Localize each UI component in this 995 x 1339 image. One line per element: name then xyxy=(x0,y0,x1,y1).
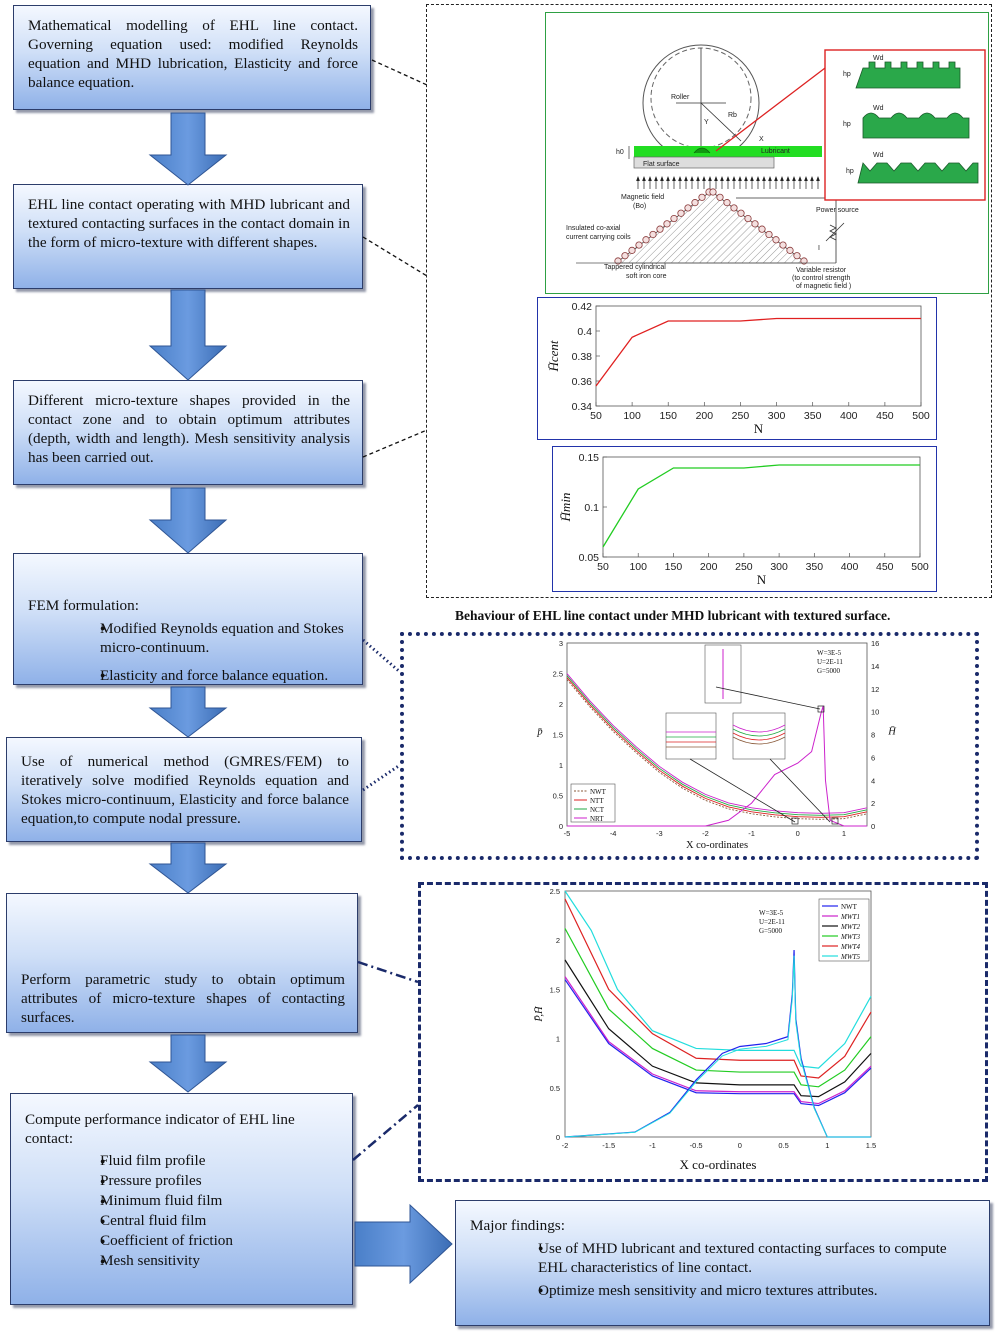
findings-item-1: ● Use of MHD lubricant and textured contacting surfaces to compute EHL characteristics of line contact. xyxy=(508,1239,977,1277)
x-tick-label: 250 xyxy=(735,561,753,573)
coil-turn xyxy=(657,226,663,232)
x-tick-label: 0 xyxy=(737,1141,742,1150)
y-tick-label: 0.42 xyxy=(571,301,592,313)
findings-box xyxy=(455,1200,990,1326)
label-bo: (Bo) xyxy=(633,203,647,210)
field-arrow-head xyxy=(667,177,670,181)
findings-item-2: ● Optimize mesh sensitivity and micro textures attributes. xyxy=(508,1281,977,1300)
coil-turn xyxy=(636,242,642,248)
connector-4 xyxy=(363,640,400,672)
y-tick-label: 2 xyxy=(558,700,563,709)
plot-area xyxy=(596,306,921,406)
performance-item: ● Central fluid film xyxy=(65,1211,340,1231)
x-tick-label: 450 xyxy=(876,410,894,422)
label-y: Y xyxy=(704,119,709,126)
y-tick-label: 0.36 xyxy=(571,376,592,388)
field-arrow-head xyxy=(661,177,664,181)
field-arrow-head xyxy=(715,177,718,181)
y2-tick-label: 10 xyxy=(871,707,880,717)
field-arrow-head xyxy=(691,177,694,181)
coil-turn xyxy=(717,194,723,200)
coil-turn xyxy=(794,252,800,258)
label-resistor: Variable resistor xyxy=(796,267,847,274)
field-arrow-head xyxy=(643,177,646,181)
field-arrow-head xyxy=(703,177,706,181)
y2-tick-label: 16 xyxy=(871,639,880,648)
label-wd-1: Wd xyxy=(873,55,884,62)
iron-core xyxy=(616,191,806,263)
field-arrow-head xyxy=(739,177,742,181)
field-arrow-head xyxy=(787,177,790,181)
schematic-frame xyxy=(545,12,989,294)
connector-2 xyxy=(363,237,427,276)
coil-turn xyxy=(787,247,793,253)
label-lubricant: Lubricant xyxy=(761,148,790,155)
x-tick-label: -1 xyxy=(748,829,755,838)
performance-item: ● Fluid film profile xyxy=(65,1151,340,1171)
x-tick-label: 0 xyxy=(795,829,800,838)
field-arrow-head xyxy=(799,177,802,181)
label-coils: Insulated co-axial xyxy=(566,225,621,232)
y-tick-label: 0.1 xyxy=(584,502,599,514)
label-roller: Roller xyxy=(671,94,690,101)
y-tick-label: 0.5 xyxy=(552,791,563,801)
coil-turn xyxy=(650,231,656,237)
condition-label: U=2E-11 xyxy=(817,658,843,666)
label-wd-2: Wd xyxy=(873,105,884,112)
x-tick-label: 500 xyxy=(912,410,930,422)
field-arrow-head xyxy=(781,177,784,181)
coil-turn xyxy=(759,226,765,232)
x-axis-label: N xyxy=(753,421,764,436)
coil-turn xyxy=(752,221,758,227)
performance-item: ● Mesh sensitivity xyxy=(65,1251,340,1271)
condition-label: U=2E-11 xyxy=(759,918,785,926)
label-hp-3: hp xyxy=(846,168,854,175)
x-tick-label: 50 xyxy=(590,410,602,422)
field-arrow-head xyxy=(673,177,676,181)
y-tick-label: 0 xyxy=(558,822,563,831)
x-tick-label: 200 xyxy=(699,561,718,573)
x-tick-label: 50 xyxy=(597,561,609,573)
flow-text-performance-title: Compute performance indicator of EHL line contact: xyxy=(25,1111,295,1147)
y2-tick-label: 12 xyxy=(871,684,880,694)
field-arrow-head xyxy=(727,177,730,181)
flow-text-modelling: Mathematical modelling of EHL line contact. Governing equation used: modified Reynolds equation and MHD lubrication, Elasticity and force balance equation. xyxy=(28,17,358,91)
condition-label: G=5000 xyxy=(759,927,783,935)
plot-area xyxy=(603,457,920,557)
y-tick-label: 1.5 xyxy=(549,985,560,995)
coil-turn xyxy=(622,252,628,258)
coil-turn xyxy=(678,210,684,216)
x-axis-label: N xyxy=(756,572,767,587)
y-axis-label: H̄min xyxy=(558,492,573,522)
x-tick-label: -1.5 xyxy=(602,1141,616,1150)
connector-3 xyxy=(363,430,427,457)
y-axis-label: P̄,H̄ xyxy=(534,1006,545,1022)
y-tick-label: 0.38 xyxy=(571,351,592,363)
coil-turn xyxy=(731,205,737,211)
field-arrow-head xyxy=(745,177,748,181)
flow-text-parametric: Perform parametric study to obtain optimum attributes of micro-texture shapes of contacting surfaces. xyxy=(21,971,345,1026)
coil-turn xyxy=(738,210,744,216)
condition-label: W=3E-5 xyxy=(817,649,842,657)
field-arrow-head xyxy=(649,177,652,181)
y-tick-label: 1.5 xyxy=(552,730,563,740)
x-tick-label: 400 xyxy=(840,410,858,422)
x-tick-label: 400 xyxy=(840,561,859,573)
coil-turn xyxy=(724,199,730,205)
coil-turn xyxy=(643,237,649,243)
schematic-svg xyxy=(546,13,987,292)
x-tick-label: 450 xyxy=(876,561,894,573)
flow-box-modelling xyxy=(13,5,371,110)
x-tick-label: 250 xyxy=(731,410,750,422)
x-tick-label: 100 xyxy=(629,561,647,573)
findings-title: Major findings: xyxy=(470,1217,565,1234)
x-tick-label: 500 xyxy=(911,561,929,573)
x-tick-label: -0.5 xyxy=(689,1141,703,1150)
x-tick-label: 300 xyxy=(767,410,786,422)
flow-box-fem xyxy=(13,553,363,685)
coil-turn xyxy=(699,194,705,200)
x-tick-label: 1 xyxy=(825,1141,830,1150)
legend-label: NTT xyxy=(590,797,604,805)
y2-axis-label: H̄ xyxy=(888,726,896,738)
field-arrow-head xyxy=(709,177,712,181)
legend-label: MWT4 xyxy=(841,943,861,951)
fem-item-2: ● Elasticity and force balance equation. xyxy=(68,666,350,685)
down-arrow-6 xyxy=(150,1035,226,1092)
x-tick-label: -2 xyxy=(561,1141,569,1150)
x-tick-label: -3 xyxy=(655,829,663,838)
y2-tick-label: 8 xyxy=(871,730,876,740)
inset-pointer xyxy=(716,65,829,151)
y-tick-label: 0.34 xyxy=(571,401,592,413)
y2-tick-label: 14 xyxy=(871,661,880,671)
y-tick-label: 3 xyxy=(558,639,563,648)
right-arrow xyxy=(355,1205,452,1283)
x-tick-label: 200 xyxy=(695,410,714,422)
field-arrow-head xyxy=(793,177,796,181)
legend-label: NWT xyxy=(841,903,857,911)
x-tick-label: -4 xyxy=(609,829,617,838)
coil-turn xyxy=(671,215,677,221)
coil-turn xyxy=(773,237,779,243)
y-axis-label: p̄ xyxy=(537,726,543,738)
y-tick-label: 2.5 xyxy=(552,669,563,679)
down-arrow-3 xyxy=(150,488,226,553)
lubricant-layer xyxy=(634,146,822,157)
label-flat-surface: Flat surface xyxy=(643,161,680,168)
connector-7 xyxy=(353,1105,418,1160)
field-arrow-head xyxy=(697,177,700,181)
field-arrow-head xyxy=(763,177,766,181)
y2-tick-label: 2 xyxy=(871,799,876,809)
x-tick-label: 350 xyxy=(803,410,822,422)
y-tick-label: 0.15 xyxy=(578,452,599,464)
label-hp-2: hp xyxy=(843,121,851,128)
label-coils-2: current carrying coils xyxy=(566,234,631,241)
x-tick-label: -1 xyxy=(649,1141,656,1150)
y2-tick-label: 6 xyxy=(871,753,876,763)
results-caption: Behaviour of EHL line contact under MHD lubricant with textured surface. xyxy=(455,608,891,623)
x-tick-label: 1.5 xyxy=(865,1141,877,1150)
flow-text-numerical: Use of numerical method (GMRES/FEM) to iteratively solve modified Reynolds equation and Stokes micro-continuum, Elasticity and force balance equation,to compute nodal pressure. xyxy=(21,753,349,827)
chart-textures xyxy=(530,886,885,1178)
chart-pressure-film xyxy=(530,637,900,855)
condition-label: G=5000 xyxy=(817,667,841,675)
flow-box-parametric xyxy=(6,893,358,1033)
legend-label: NWT xyxy=(590,788,606,796)
y-axis-label: H̄cent xyxy=(546,340,561,372)
coil-turn xyxy=(664,221,670,227)
connector-6 xyxy=(358,962,418,982)
field-arrow-head xyxy=(811,177,814,181)
resistor-symbol xyxy=(830,225,836,240)
flow-box-numerical xyxy=(6,737,362,842)
y-tick-label: 0 xyxy=(555,1133,560,1142)
y-tick-label: 0.5 xyxy=(549,1083,560,1093)
x-axis-label: X co-ordinates xyxy=(679,1157,757,1172)
coil-turn xyxy=(629,247,635,253)
x-tick-label: 100 xyxy=(623,410,641,422)
y2-tick-label: 4 xyxy=(871,776,876,786)
label-wd-3: Wd xyxy=(873,152,884,159)
flow-box-performance xyxy=(10,1093,353,1305)
flow-box-textures xyxy=(13,380,363,485)
flow-text-fem-title: FEM formulation: xyxy=(28,597,139,614)
y-tick-label: 1 xyxy=(555,1034,560,1044)
field-arrow-head xyxy=(637,177,640,181)
performance-item: ● Pressure profiles xyxy=(65,1171,340,1191)
label-rb: Rb xyxy=(728,112,737,119)
chart-hmin-frame xyxy=(552,446,937,592)
coil-turn xyxy=(692,199,698,205)
performance-item: ● Coefficient of friction xyxy=(65,1231,340,1251)
series-line xyxy=(565,977,871,1104)
label-h0: h0 xyxy=(616,149,624,156)
x-tick-label: -5 xyxy=(563,829,571,838)
label-magnetic-field: Magnetic field xyxy=(621,194,665,201)
legend-label: MWT3 xyxy=(841,933,861,941)
zoom-inset-1 xyxy=(666,713,716,759)
x-tick-label: 150 xyxy=(659,410,677,422)
connector-1 xyxy=(372,60,427,85)
chart-hcent-frame xyxy=(537,297,937,440)
field-arrow-head xyxy=(769,177,772,181)
magnetic-field-arrows xyxy=(637,177,820,189)
series-line xyxy=(603,465,920,547)
field-arrow-head xyxy=(751,177,754,181)
legend-label: MWT1 xyxy=(841,913,861,921)
label-x: X xyxy=(759,136,764,143)
legend-label: MWT5 xyxy=(841,953,861,961)
coil-turn xyxy=(766,231,772,237)
legend-label: MWT2 xyxy=(841,923,861,931)
down-arrow-4 xyxy=(150,687,226,737)
flow-text-textures: Different micro-texture shapes provided in the contact zone and to obtain optimum attributes (depth, width and length). Mesh sensitivity analysis has been carried out. xyxy=(28,392,350,466)
coil-turn xyxy=(745,215,751,221)
x-tick-label: 300 xyxy=(770,561,788,573)
x-tick-label: 1 xyxy=(841,829,847,838)
field-arrow-head xyxy=(655,177,658,181)
fem-item-1: ● Modified Reynolds equation and Stokes micro-continuum. xyxy=(68,619,350,657)
field-arrow-head xyxy=(733,177,736,181)
connector-5 xyxy=(363,765,400,790)
coil-turn xyxy=(685,205,691,211)
down-arrow-2 xyxy=(150,290,226,380)
coil-turn xyxy=(780,242,786,248)
label-resistor-2: (to control strength xyxy=(792,275,851,282)
chart-hcent xyxy=(538,298,935,438)
field-arrow-head xyxy=(757,177,760,181)
performance-list xyxy=(25,1151,340,1271)
label-i: I xyxy=(818,245,820,252)
field-arrow-head xyxy=(775,177,778,181)
field-arrow-head xyxy=(805,177,808,181)
legend-label: NCT xyxy=(590,806,604,814)
fem-list xyxy=(28,619,350,685)
condition-label: W=3E-5 xyxy=(759,909,784,917)
x-tick-label: 0.5 xyxy=(778,1141,789,1150)
label-core-2: soft iron core xyxy=(626,273,667,280)
label-hp-1: hp xyxy=(843,71,851,78)
label-core: Tappered cylindrical xyxy=(604,264,666,271)
field-arrow-head xyxy=(721,177,724,181)
field-arrow-head xyxy=(685,177,688,181)
down-arrow-1 xyxy=(150,113,226,185)
label-power-source: Power source xyxy=(816,207,859,214)
pressure-curve xyxy=(565,956,871,1137)
label-resistor-3: of magnetic field ) xyxy=(796,283,852,290)
x-axis-label: X co-ordinates xyxy=(685,840,749,851)
y-tick-label: 0.4 xyxy=(577,326,592,338)
x-tick-label: -2 xyxy=(702,829,709,838)
x-tick-label: 350 xyxy=(805,561,824,573)
series-line xyxy=(596,319,921,387)
legend-label: NRT xyxy=(590,815,604,823)
chart-hmin xyxy=(553,447,935,590)
findings-list xyxy=(470,1239,977,1300)
performance-item: ● Minimum fluid film xyxy=(65,1191,340,1211)
y2-tick-label: 0 xyxy=(871,822,876,831)
y-tick-label: 0.05 xyxy=(578,552,599,564)
down-arrow-5 xyxy=(150,843,226,893)
y-tick-label: 2 xyxy=(555,936,560,946)
y-tick-label: 1 xyxy=(558,761,563,770)
field-arrow-head xyxy=(817,177,820,181)
series-line xyxy=(565,960,871,1097)
flow-text-contact: EHL line contact operating with MHD lubricant and textured contacting surfaces in the contact domain in the form of micro-texture with different shapes. xyxy=(28,196,350,251)
x-tick-label: 150 xyxy=(664,561,683,573)
y-tick-label: 2.5 xyxy=(549,887,560,896)
flow-box-contact xyxy=(13,184,363,289)
field-arrow-head xyxy=(679,177,682,181)
coil-turn xyxy=(710,189,716,195)
